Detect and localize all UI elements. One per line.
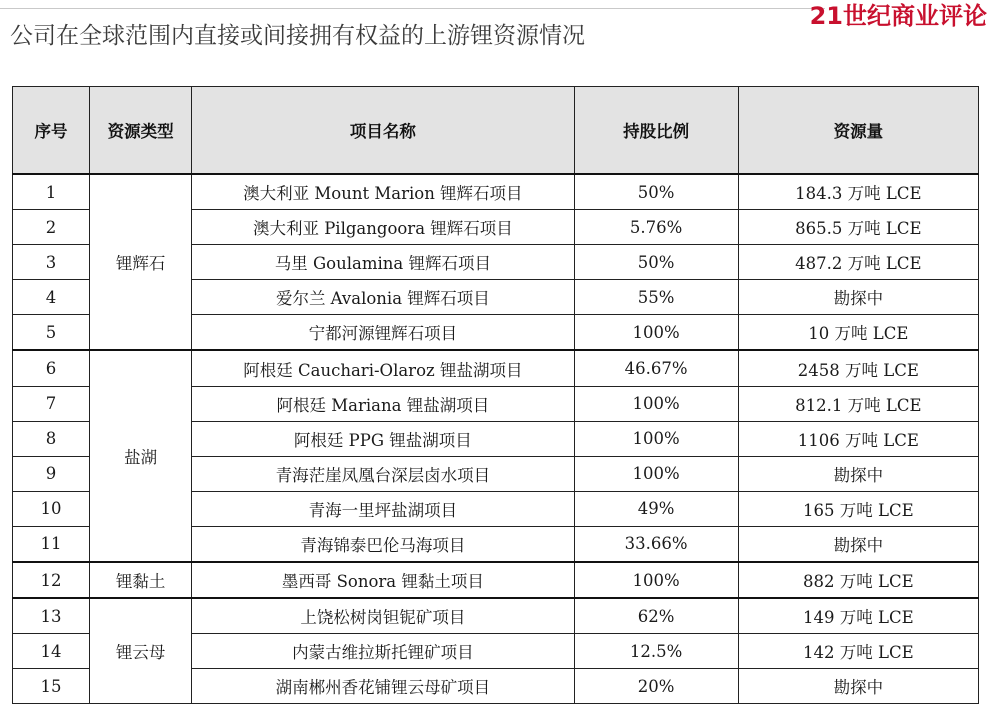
cell-share-ratio: 100% (574, 562, 738, 598)
cell-share-ratio: 33.66% (574, 526, 738, 562)
cell-share-ratio: 100% (574, 315, 738, 351)
cell-resource-amount: 812.1 万吨 LCE (738, 386, 978, 421)
cell-share-ratio: 55% (574, 280, 738, 315)
cell-resource-amount: 10 万吨 LCE (738, 315, 978, 351)
cell-resource-amount: 184.3 万吨 LCE (738, 174, 978, 210)
cell-share-ratio: 49% (574, 491, 738, 526)
cell-project-name: 宁都河源锂辉石项目 (192, 315, 574, 351)
cell-project-name: 内蒙古维拉斯托锂矿项目 (192, 634, 574, 669)
cell-share-ratio: 20% (574, 669, 738, 704)
cell-project-name: 上饶松树岗钽铌矿项目 (192, 598, 574, 634)
cell-share-ratio: 5.76% (574, 210, 738, 245)
cell-index: 7 (13, 386, 90, 421)
top-divider (0, 8, 825, 9)
cell-index: 6 (13, 350, 90, 386)
cell-project-name: 阿根廷 Cauchari-Olaroz 锂盐湖项目 (192, 350, 574, 386)
cell-project-name: 澳大利亚 Pilgangoora 锂辉石项目 (192, 210, 574, 245)
header-resource-amount: 资源量 (738, 87, 978, 175)
cell-index: 9 (13, 456, 90, 491)
cell-share-ratio: 50% (574, 245, 738, 280)
lithium-resources-table (12, 86, 979, 704)
cell-index: 13 (13, 598, 90, 634)
cell-share-ratio: 100% (574, 456, 738, 491)
cell-project-name: 阿根廷 PPG 锂盐湖项目 (192, 421, 574, 456)
cell-resource-amount: 2458 万吨 LCE (738, 350, 978, 386)
cell-index: 14 (13, 634, 90, 669)
cell-resource-amount: 149 万吨 LCE (738, 598, 978, 634)
cell-index: 5 (13, 315, 90, 351)
cell-project-name: 湖南郴州香花铺锂云母矿项目 (192, 669, 574, 704)
cell-index: 15 (13, 669, 90, 704)
cell-resource-type: 锂黏土 (90, 562, 192, 598)
cell-project-name: 青海一里坪盐湖项目 (192, 491, 574, 526)
cell-share-ratio: 62% (574, 598, 738, 634)
table-row (13, 598, 979, 634)
table-row (13, 174, 979, 210)
cell-project-name: 阿根廷 Mariana 锂盐湖项目 (192, 386, 574, 421)
cell-index: 10 (13, 491, 90, 526)
cell-project-name: 青海茫崖凤凰台深层卤水项目 (192, 456, 574, 491)
cell-resource-amount: 勘探中 (738, 280, 978, 315)
cell-resource-type: 锂辉石 (90, 174, 192, 350)
cell-project-name: 澳大利亚 Mount Marion 锂辉石项目 (192, 174, 574, 210)
cell-resource-amount: 882 万吨 LCE (738, 562, 978, 598)
cell-index: 3 (13, 245, 90, 280)
cell-share-ratio: 50% (574, 174, 738, 210)
table-row (13, 350, 979, 386)
brand-logo: 21世纪商业评论 (809, 2, 987, 30)
cell-resource-amount: 487.2 万吨 LCE (738, 245, 978, 280)
cell-resource-amount: 1106 万吨 LCE (738, 421, 978, 456)
cell-index: 11 (13, 526, 90, 562)
cell-resource-type: 盐湖 (90, 350, 192, 562)
cell-share-ratio: 100% (574, 421, 738, 456)
header-project-name: 项目名称 (192, 87, 574, 175)
cell-project-name: 墨西哥 Sonora 锂黏土项目 (192, 562, 574, 598)
cell-share-ratio: 12.5% (574, 634, 738, 669)
cell-resource-type: 锂云母 (90, 598, 192, 704)
cell-index: 12 (13, 562, 90, 598)
cell-project-name: 青海锦泰巴伦马海项目 (192, 526, 574, 562)
header-resource-type: 资源类型 (90, 87, 192, 175)
cell-resource-amount: 勘探中 (738, 526, 978, 562)
header-share-ratio: 持股比例 (574, 87, 738, 175)
cell-resource-amount: 142 万吨 LCE (738, 634, 978, 669)
table-header-row (13, 87, 979, 175)
cell-project-name: 爱尔兰 Avalonia 锂辉石项目 (192, 280, 574, 315)
cell-resource-amount: 勘探中 (738, 669, 978, 704)
cell-share-ratio: 100% (574, 386, 738, 421)
cell-project-name: 马里 Goulamina 锂辉石项目 (192, 245, 574, 280)
header-index: 序号 (13, 87, 90, 175)
cell-index: 2 (13, 210, 90, 245)
page-title: 公司在全球范围内直接或间接拥有权益的上游锂资源情况 (10, 23, 585, 49)
cell-index: 8 (13, 421, 90, 456)
cell-share-ratio: 46.67% (574, 350, 738, 386)
cell-resource-amount: 勘探中 (738, 456, 978, 491)
cell-index: 1 (13, 174, 90, 210)
table-row (13, 562, 979, 598)
cell-index: 4 (13, 280, 90, 315)
cell-resource-amount: 165 万吨 LCE (738, 491, 978, 526)
cell-resource-amount: 865.5 万吨 LCE (738, 210, 978, 245)
